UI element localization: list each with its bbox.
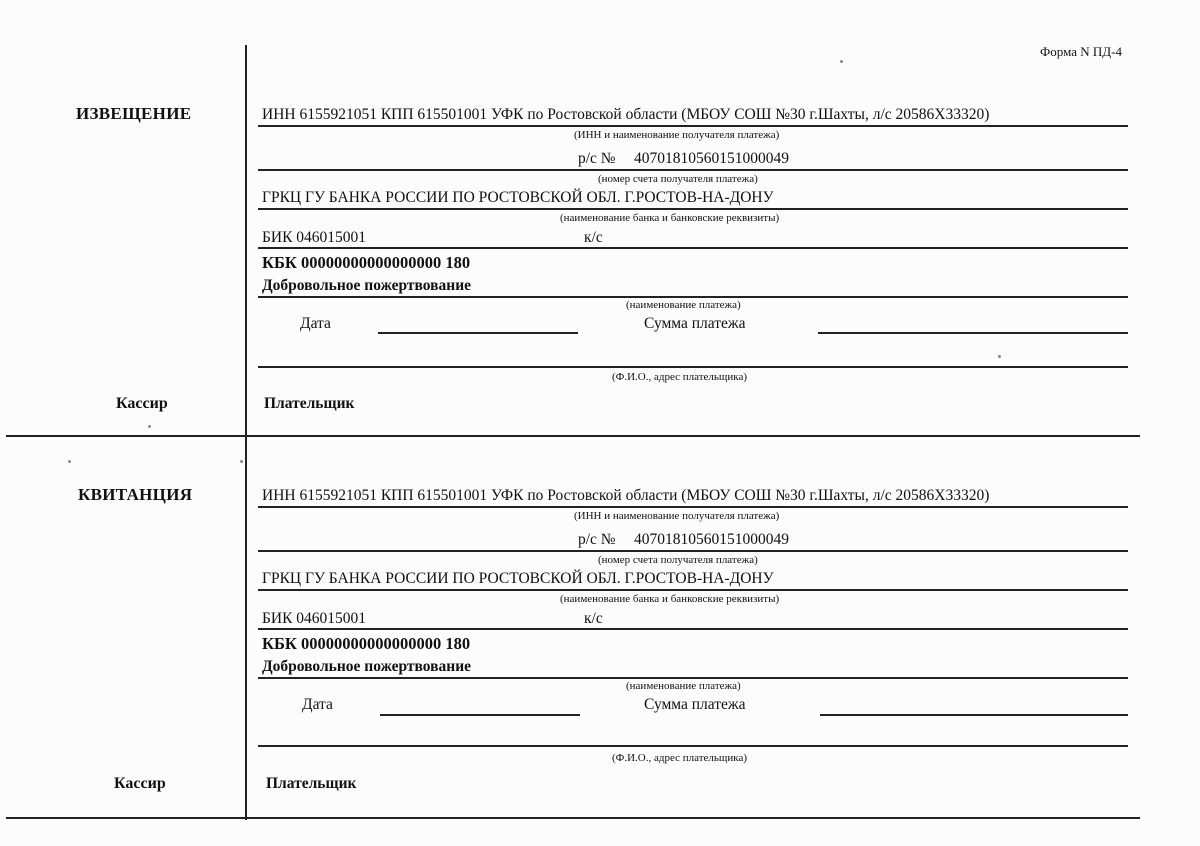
recipient-line[interactable] bbox=[258, 125, 1128, 127]
account-number: 40701810560151000049 bbox=[634, 150, 789, 167]
purpose-text: Добровольное пожертвование bbox=[262, 658, 472, 675]
scan-speck bbox=[240, 460, 243, 463]
account-number: 40701810560151000049 bbox=[634, 531, 789, 548]
sum-field[interactable] bbox=[818, 332, 1128, 334]
bank-text: ГРКЦ ГУ БАНКА РОССИИ ПО РОСТОВСКОЙ ОБЛ. Г.РОСТОВ-НА-ДОНУ bbox=[262, 189, 774, 206]
date-label: Дата bbox=[302, 696, 333, 713]
payer-caption: (Ф.И.О., адрес плательщика) bbox=[612, 371, 748, 383]
recipient-line[interactable] bbox=[258, 506, 1128, 508]
recipient-caption: (ИНН и наименование получателя платежа) bbox=[574, 510, 780, 522]
bank-text: ГРКЦ ГУ БАНКА РОССИИ ПО РОСТОВСКОЙ ОБЛ. Г.РОСТОВ-НА-ДОНУ bbox=[262, 570, 774, 587]
recipient-text: ИНН 6155921051 КПП 615501001 УФК по Ростовской области (МБОУ СОШ №30 г.Шахты, л/с 20586Х33320) bbox=[262, 106, 990, 123]
ks-label: к/с bbox=[584, 610, 603, 627]
kbk-text: КБК 00000000000000000 180 bbox=[262, 634, 471, 653]
purpose-caption: (наименование платежа) bbox=[626, 680, 741, 692]
account-label: р/с № bbox=[578, 150, 616, 167]
bik-text: БИК 046015001 bbox=[262, 229, 367, 246]
notice-section bbox=[0, 0, 1200, 412]
account-caption: (номер счета получателя платежа) bbox=[598, 554, 758, 566]
account-line[interactable] bbox=[258, 169, 1128, 171]
payer-label: Плательщик bbox=[264, 395, 355, 412]
section-title: КВИТАНЦИЯ bbox=[78, 485, 193, 504]
bik-text: БИК 046015001 bbox=[262, 610, 367, 627]
purpose-line[interactable] bbox=[258, 677, 1128, 679]
scan-speck bbox=[840, 60, 843, 63]
date-label: Дата bbox=[300, 315, 331, 332]
ks-label: к/с bbox=[584, 229, 603, 246]
sum-label: Сумма платежа bbox=[644, 696, 746, 713]
sum-field[interactable] bbox=[820, 714, 1128, 716]
date-field[interactable] bbox=[380, 714, 580, 716]
payer-caption: (Ф.И.О., адрес плательщика) bbox=[612, 752, 748, 764]
scan-speck bbox=[68, 460, 71, 463]
recipient-text: ИНН 6155921051 КПП 615501001 УФК по Ростовской области (МБОУ СОШ №30 г.Шахты, л/с 20586Х33320) bbox=[262, 487, 990, 504]
bank-caption: (наименование банка и банковские реквизиты) bbox=[560, 212, 780, 224]
scan-speck bbox=[148, 425, 151, 428]
purpose-line[interactable] bbox=[258, 296, 1128, 298]
account-line[interactable] bbox=[258, 550, 1128, 552]
account-caption: (номер счета получателя платежа) bbox=[598, 173, 758, 185]
account-label: р/с № bbox=[578, 531, 616, 548]
purpose-text: Добровольное пожертвование bbox=[262, 277, 472, 294]
cashier-label: Кассир bbox=[116, 395, 168, 412]
payer-line[interactable] bbox=[258, 745, 1128, 747]
bank-caption: (наименование банка и банковские реквизиты) bbox=[560, 593, 780, 605]
recipient-caption: (ИНН и наименование получателя платежа) bbox=[574, 129, 780, 141]
kbk-text: КБК 00000000000000000 180 bbox=[262, 253, 471, 272]
purpose-caption: (наименование платежа) bbox=[626, 299, 741, 311]
section-title: ИЗВЕЩЕНИЕ bbox=[76, 104, 192, 123]
date-field[interactable] bbox=[378, 332, 578, 334]
payer-line[interactable] bbox=[258, 366, 1128, 368]
bottom-border bbox=[6, 817, 1140, 819]
scan-speck bbox=[998, 355, 1001, 358]
bik-line[interactable] bbox=[258, 628, 1128, 630]
bank-line[interactable] bbox=[258, 589, 1128, 591]
payer-label: Плательщик bbox=[266, 775, 357, 792]
receipt-section bbox=[0, 381, 1200, 792]
cashier-label: Кассир bbox=[114, 775, 166, 792]
bank-line[interactable] bbox=[258, 208, 1128, 210]
bik-line[interactable] bbox=[258, 247, 1128, 249]
form-number: Форма N ПД-4 bbox=[1040, 44, 1122, 59]
sum-label: Сумма платежа bbox=[644, 315, 746, 332]
